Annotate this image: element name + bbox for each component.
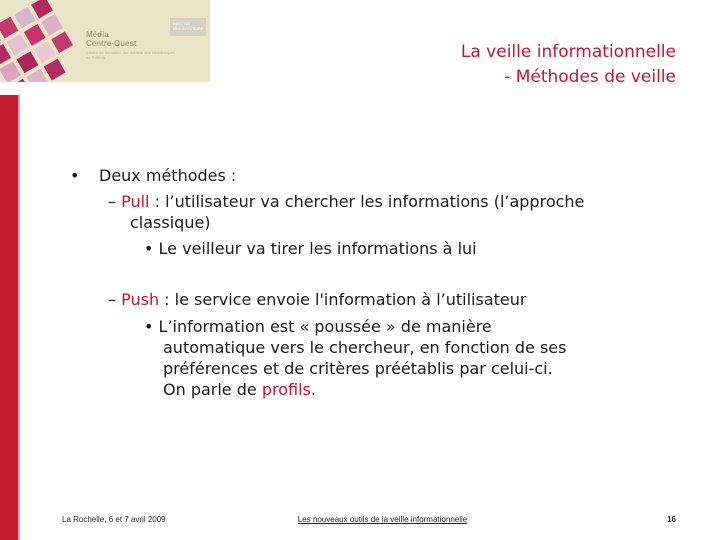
page-number: 16 xyxy=(667,515,676,524)
logo-subtitle: Centre de formation aux métiers des bibliothèques de Poitiers xyxy=(86,50,176,60)
push-text: : le service envoie l'information à l’utilisateur xyxy=(159,290,527,309)
pull-sub-line xyxy=(144,238,477,259)
dash-icon: – xyxy=(108,290,116,309)
bullet-icon: • xyxy=(70,166,80,185)
push-line xyxy=(108,289,526,310)
pull-label: Pull xyxy=(121,192,150,211)
logo-title: Média Centre-Ouest xyxy=(86,30,137,48)
pull-line xyxy=(108,191,584,212)
push-sub-text-2: automatique vers le chercheur, en fonction de ses xyxy=(163,338,567,357)
push-sub-text-4: On parle de profils. xyxy=(163,380,316,399)
slide-title-line2: - Méthodes de veille xyxy=(504,67,676,87)
profils-highlight: profils xyxy=(261,380,311,399)
pull-text-continued: classique) xyxy=(130,213,211,232)
push-sub-text-1: L’information est « poussée » de manière xyxy=(158,317,492,336)
pull-text: : l’utilisateur va chercher les informations (l’approche xyxy=(149,192,585,211)
subbullet-icon: • xyxy=(144,317,154,336)
footer-title: Les nouveaux outils de la veille informationnelle xyxy=(297,515,468,524)
push-sub-text-3: préférences et de critères préétablis par celui-ci. xyxy=(163,359,553,378)
logo-badge: INSTITUT UNIVERSITAIRE xyxy=(170,18,206,36)
push-label: Push xyxy=(121,290,160,309)
footer-date: La Rochelle, 6 et 7 avril 2009 xyxy=(62,515,166,524)
subbullet-icon: • xyxy=(144,239,154,258)
dash-icon: – xyxy=(108,192,116,211)
heading-line: Deux méthodes : xyxy=(99,166,237,185)
pull-sub-text: Le veilleur va tirer les informations à lui xyxy=(158,239,477,258)
push-sub-line xyxy=(144,316,492,337)
slide-title-line1: La veille informationnelle xyxy=(460,42,676,62)
